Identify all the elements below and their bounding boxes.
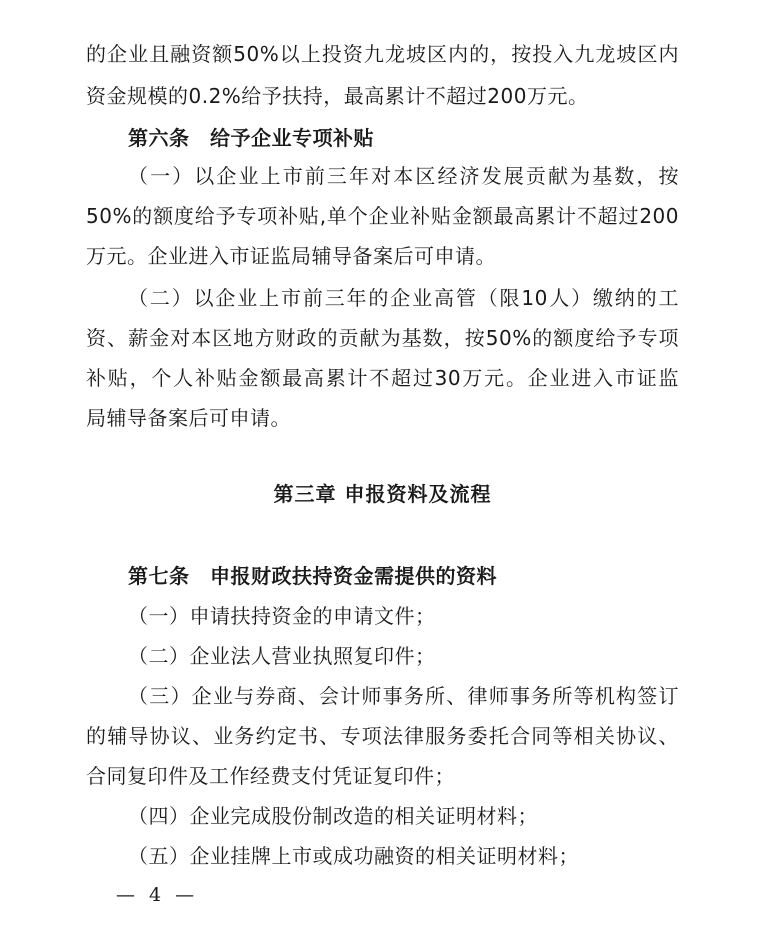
article-7-heading: 第七条 申报财政扶持资金需提供的资料: [128, 564, 497, 588]
list-item: （五）企业挂牌上市或成功融资的相关证明材料；: [128, 844, 579, 868]
paragraph-line: 的企业且融资额50%以上投资九龙坡区内的，按投入九龙坡区内: [86, 42, 679, 66]
paragraph-line: （二）以企业上市前三年的企业高管（限10人）缴纳的工: [128, 286, 679, 310]
list-item: （四）企业完成股份制改造的相关证明材料；: [128, 804, 538, 828]
paragraph-line: （一）以企业上市前三年对本区经济发展贡献为基数，按: [128, 164, 679, 188]
paragraph-line: 万元。企业进入市证监局辅导备案后可申请。: [86, 244, 496, 268]
paragraph-line: 50%的额度给予专项补贴,单个企业补贴金额最高累计不超过200: [86, 204, 679, 228]
paragraph-line: 资金规模的0.2%给予扶持，最高累计不超过200万元。: [86, 84, 589, 108]
paragraph-line: 资、薪金对本区地方财政的贡献为基数，按50%的额度给予专项: [86, 326, 679, 350]
paragraph-line: 补贴，个人补贴金额最高累计不超过30万元。企业进入市证监: [86, 366, 679, 390]
paragraph-line: 的辅导协议、业务约定书、专项法律服务委托合同等相关协议、: [86, 724, 679, 748]
article-6-heading: 第六条 给予企业专项补贴: [128, 126, 374, 150]
list-item: （二）企业法人营业执照复印件；: [128, 644, 436, 668]
paragraph-line: 局辅导备案后可申请。: [86, 406, 291, 430]
page-number: — 4 —: [116, 884, 199, 906]
paragraph-line: 合同复印件及工作经费支付凭证复印件；: [86, 764, 455, 788]
list-item: （三）企业与券商、会计师事务所、律师事务所等机构签订: [128, 684, 679, 708]
list-item: （一）申请扶持资金的申请文件；: [128, 604, 436, 628]
chapter-heading: 第三章 申报资料及流程: [273, 482, 492, 506]
